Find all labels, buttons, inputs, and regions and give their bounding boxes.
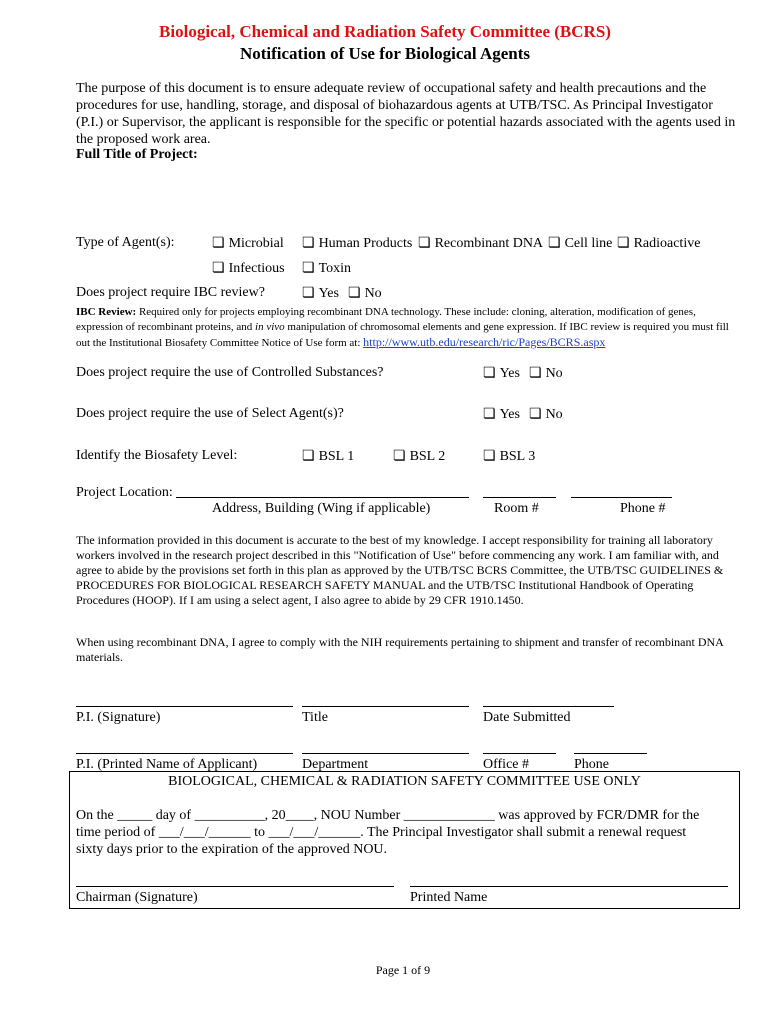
- phone-caption-2: Phone: [574, 757, 609, 772]
- project-title-label: Full Title of Project:: [76, 147, 198, 162]
- select-agent-no-checkbox[interactable]: ❏ No: [529, 406, 563, 423]
- committee-line-1: On the _____ day of __________, 20____, NOU Number _____________ was approved by FCR/DMR for the: [76, 808, 700, 823]
- pi-printed-caption: P.I. (Printed Name of Applicant): [76, 757, 258, 772]
- phone-caption: Phone #: [620, 501, 666, 516]
- checkbox-microbial[interactable]: ❏ Microbial: [212, 235, 284, 252]
- department-line[interactable]: [302, 753, 469, 754]
- chairman-caption: Chairman (Signature): [76, 890, 198, 905]
- office-caption: Office #: [483, 757, 529, 772]
- room-field-line[interactable]: [483, 497, 556, 498]
- ibc-note-label: IBC Review:: [76, 306, 137, 318]
- bsl1-checkbox[interactable]: ❏ BSL 1: [302, 448, 354, 465]
- agreement-paragraph: The information provided in this document is accurate to the best of my knowledge. I accept responsibility for training all laboratory workers involved in the research project described in this "Notification of Use" before commencing any work. I am familiar with, and agree to abide by the provisions set forth in this plan as approved by the UTB/TSC BCRS Committee, the UTB/TSC GUIDELINES & PROCEDURES FOR BIOLOGICAL RESEARCH SAFETY MANUAL and the UTB/TSC Institutional Handbook of Operating Procedures (HOOP). If I am using a select agent, I also agree to abide by 29 CFR 1910.1450.: [76, 533, 724, 607]
- location-label: Project Location:: [76, 485, 173, 500]
- ibc-note-text-1: Required only for projects employing recombinant DNA technology. These include: cloning, alteration, modification of genes, expression of recombinant proteins, and: [76, 306, 696, 333]
- phone-field-line[interactable]: [571, 497, 672, 498]
- page-number: Page 1 of 9: [375, 963, 431, 977]
- ibc-yes-checkbox[interactable]: ❏ Yes: [302, 285, 339, 302]
- department-caption: Department: [302, 757, 369, 772]
- checkbox-infectious[interactable]: ❏ Infectious: [212, 260, 285, 277]
- office-line[interactable]: [483, 753, 556, 754]
- pi-printed-line[interactable]: [76, 753, 293, 754]
- committee-title: Biological, Chemical and Radiation Safety Committee (BCRS): [159, 22, 611, 41]
- printed-name-caption: Printed Name: [410, 890, 488, 905]
- controlled-yes-checkbox[interactable]: ❏ Yes: [483, 365, 520, 382]
- committee-line-2: time period of ___/___/______ to ___/___/______. The Principal Investigator shall submit a renewal request: [76, 825, 687, 840]
- ibc-note-italic: in vivo: [255, 321, 285, 333]
- bcrs-link[interactable]: http://www.utb.edu/research/ric/Pages/BCRS.aspx: [363, 335, 606, 349]
- ibc-no-checkbox[interactable]: ❏ No: [348, 285, 382, 302]
- phone-line[interactable]: [574, 753, 647, 754]
- agent-type-label: Type of Agent(s):: [76, 235, 175, 250]
- committee-line-3: sixty days prior to the expiration of the approved NOU.: [76, 842, 388, 857]
- controlled-question: Does project require the use of Controlled Substances?: [76, 365, 384, 380]
- bsl3-checkbox[interactable]: ❏ BSL 3: [483, 448, 535, 465]
- select-agent-yes-checkbox[interactable]: ❏ Yes: [483, 406, 520, 423]
- address-field-line[interactable]: [176, 497, 469, 498]
- address-caption: Address, Building (Wing if applicable): [212, 501, 431, 516]
- checkbox-radioactive[interactable]: ❏ Radioactive: [617, 235, 700, 252]
- chairman-signature-line[interactable]: [76, 886, 394, 887]
- pi-signature-caption: P.I. (Signature): [76, 710, 161, 725]
- bsl2-checkbox[interactable]: ❏ BSL 2: [393, 448, 445, 465]
- pi-signature-line[interactable]: [76, 706, 293, 707]
- controlled-no-checkbox[interactable]: ❏ No: [529, 365, 563, 382]
- purpose-paragraph: The purpose of this document is to ensure adequate review of occupational safety and health precautions and the procedures for use, handling, storage, and disposal of biohazardous agents at UTB/TSC. As Principal Investigator (P.I.) or Supervisor, the applicant is responsible for the specific or potential hazards associated with the agents used in the proposed work area.: [76, 81, 736, 147]
- ibc-note: [76, 305, 736, 351]
- ibc-question: Does project require IBC review?: [76, 285, 265, 300]
- ibc-note-text-2: manipulation of chromosomal elements and gene expression. If IBC review is required you must fill out the Institutional Biosafety Committee Notice of Use form at:: [76, 321, 729, 349]
- select-agent-question: Does project require the use of Select Agent(s)?: [76, 406, 344, 421]
- date-submitted-caption: Date Submitted: [483, 710, 571, 725]
- title-line[interactable]: [302, 706, 469, 707]
- printed-name-line[interactable]: [410, 886, 728, 887]
- room-caption: Room #: [494, 501, 539, 516]
- checkbox-human-products[interactable]: ❏ Human Products: [302, 235, 412, 252]
- checkbox-recombinant-dna[interactable]: ❏ Recombinant DNA: [418, 235, 543, 252]
- checkbox-cell-line[interactable]: ❏ Cell line: [548, 235, 612, 252]
- title-caption: Title: [302, 710, 328, 725]
- rdna-paragraph: When using recombinant DNA, I agree to comply with the NIH requirements pertaining to shipment and transfer of recombinant DNA materials.: [76, 635, 724, 664]
- committee-use-heading: BIOLOGICAL, CHEMICAL & RADIATION SAFETY COMMITTEE USE ONLY: [168, 774, 641, 789]
- date-submitted-line[interactable]: [483, 706, 614, 707]
- form-title: Notification of Use for Biological Agents: [239, 44, 531, 63]
- checkbox-toxin[interactable]: ❏ Toxin: [302, 260, 351, 277]
- biosafety-label: Identify the Biosafety Level:: [76, 448, 238, 463]
